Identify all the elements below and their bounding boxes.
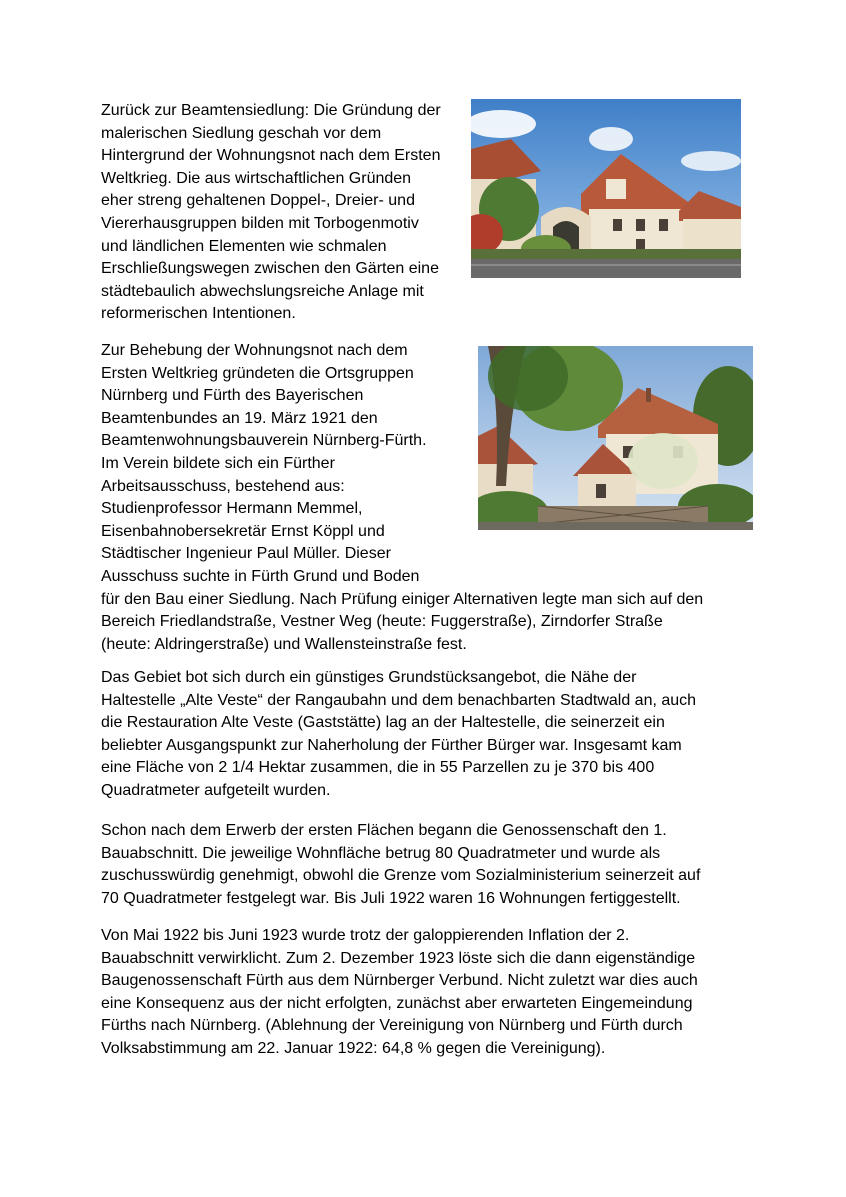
paragraph-1 (101, 100, 441, 326)
text-line: Nürnberg und Fürth des Bayerischen (101, 387, 364, 405)
text-line: Das Gebiet bot sich durch ein günstiges Grundstücksangebot, die Nähe der (101, 669, 637, 686)
text-line: Fürths nach Nürnberg. (Ablehnung der Vereinigung von Nürnberg und Fürth durch (101, 1017, 683, 1035)
text-line: Ausschuss suchte in Fürth Grund und Boden (101, 567, 420, 585)
text-line: Ersten Weltkrieg gründeten die Ortsgruppen (101, 364, 414, 382)
text-line: Von Mai 1922 bis Juni 1923 wurde trotz der galoppierenden Inflation der 2. (101, 927, 630, 944)
text-line: zuschusswürdig genehmigt, obwohl die Grenze vom Sozialministerium seinerzeit auf (101, 867, 701, 885)
text-line: für den Bau einer Siedlung. Nach Prüfung einiger Alternativen legte man sich auf den (101, 590, 704, 608)
garden-houses-photo (478, 346, 753, 530)
text-line: Bauabschnitt. Die jeweilige Wohnfläche betrug 80 Quadratmeter und wurde als (101, 844, 661, 862)
text-line: Bauabschnitt verwirklicht. Zum 2. Dezember 1923 löste sich die dann eigenständige (101, 949, 696, 967)
text-line: malerischen Siedlung geschah vor dem (101, 124, 382, 142)
text-line: reformerischen Intentionen. (101, 305, 296, 323)
text-line: Erschließungswegen zwischen den Gärten eine (101, 260, 439, 278)
text-line: Baugenossenschaft Fürth aus dem Nürnberger Verbund. Nicht zuletzt war dies auch (101, 972, 698, 990)
text-line: Viererhausgruppen bilden mit Torbogenmotiv (101, 214, 419, 232)
text-line: (heute: Aldringerstraße) und Wallensteinstraße fest. (101, 635, 467, 653)
text-line: Zurück zur Beamtensiedlung: Die Gründung der (101, 102, 441, 119)
house-row-photo (471, 99, 741, 278)
text-line: Eisenbahnobersekretär Ernst Köppl und (101, 522, 385, 540)
text-line: Schon nach dem Erwerb der ersten Flächen begann die Genossenschaft den 1. (101, 822, 667, 839)
text-line: Studienprofessor Hermann Memmel, (101, 500, 363, 518)
text-line: die Restauration Alte Veste (Gaststätte) lag an der Haltestelle, die seinerzeit ein (101, 714, 665, 732)
text-line: Weltkrieg. Die aus wirtschaftlichen Gründen (101, 169, 412, 187)
text-line: Arbeitsausschuss, bestehend aus: (101, 477, 345, 495)
text-line: Beamtenbundes an 19. März 1921 den (101, 409, 378, 427)
text-line: beliebter Ausgangspunkt zur Naherholung der Fürther Bürger war. Insgesamt kam (101, 736, 682, 754)
text-line: Volksabstimmung am 22. Januar 1922: 64,8 % gegen die Vereinigung). (101, 1039, 606, 1057)
paragraph-4 (101, 820, 700, 910)
text-line: Quadratmeter aufgeteilt wurden. (101, 781, 331, 799)
text-line: Haltestelle „Alte Veste“ der Rangaubahn und dem benachbarten Stadtwald an, auch (101, 691, 697, 709)
text-line: Städtischer Ingenieur Paul Müller. Dieser (101, 545, 391, 563)
text-line: Bereich Friedlandstraße, Vestner Weg (heute: Fuggerstraße), Zirndorfer Straße (101, 613, 663, 631)
text-line: 70 Quadratmeter festgelegt war. Bis Juli 1922 waren 16 Wohnungen fertiggestellt. (101, 889, 681, 907)
text-line: eine Fläche von 2 1/4 Hektar zusammen, die in 55 Parzellen zu je 370 bis 400 (101, 759, 655, 777)
paragraph-3 (101, 667, 696, 803)
text-line: eine Konsequenz aus der nicht erfolgten, zunächst aber erwarteten Eingemeindung (101, 994, 693, 1012)
text-line: Beamtenwohnungsbauverein Nürnberg-Fürth. (101, 432, 427, 450)
text-line: Hintergrund der Wohnungsnot nach dem Ersten (101, 147, 441, 165)
text-line: eher streng gehaltenen Doppel-, Dreier- und (101, 192, 415, 210)
paragraph-5 (101, 925, 698, 1061)
text-line: Zur Behebung der Wohnungsnot nach dem (101, 342, 408, 359)
text-line: städtebaulich abwechslungsreiche Anlage mit (101, 282, 424, 300)
text-line: und ländlichen Elementen wie schmalen (101, 237, 387, 255)
text-line: Im Verein bildete sich ein Fürther (101, 454, 335, 472)
